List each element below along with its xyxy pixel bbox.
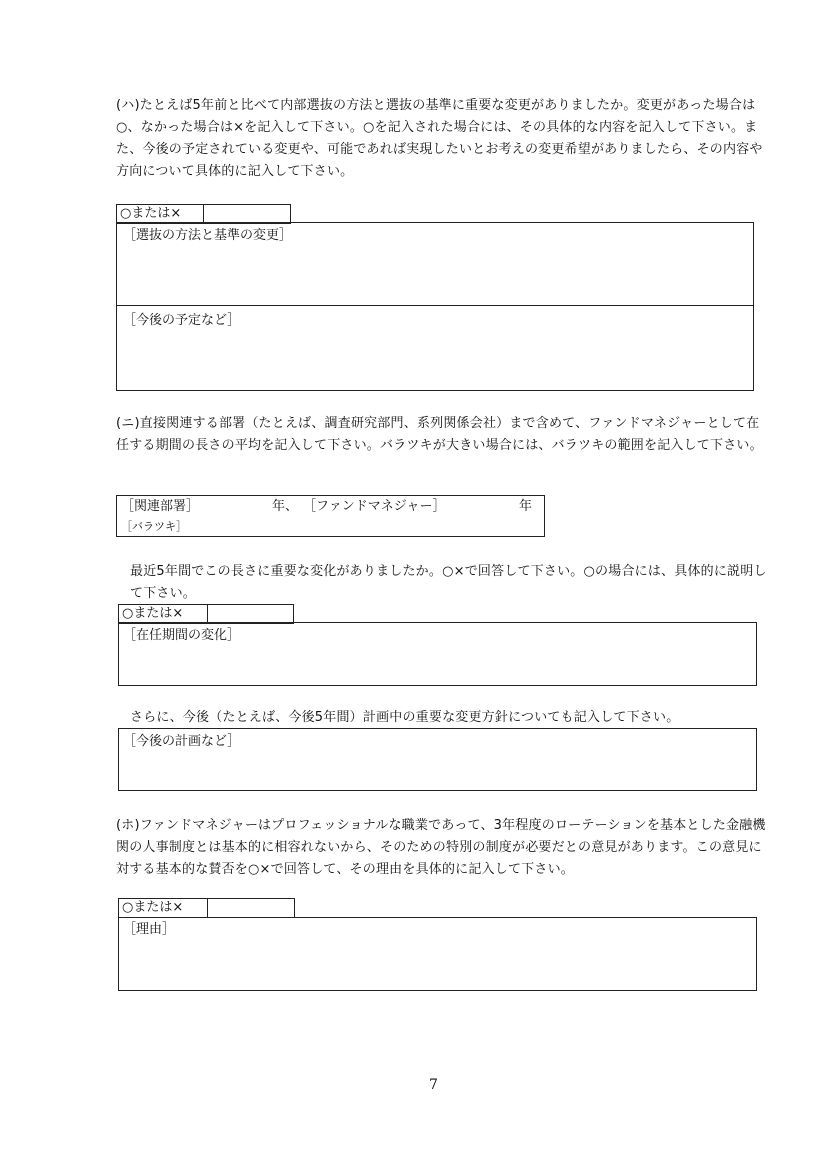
related-dept-label: ［関連部署］ bbox=[121, 499, 200, 514]
mark-label-ha: ○または× bbox=[120, 206, 182, 221]
year-unit-2: 年 bbox=[519, 499, 533, 514]
future-plan-label: ［今後の予定など］ bbox=[123, 313, 241, 328]
variance-label: ［バラツキ］ bbox=[121, 520, 187, 533]
year-unit-1: 年、 bbox=[272, 499, 299, 514]
question-ha-text: (ハ)たとえば5年前と比べて内部選抜の方法と選抜の基準に重要な変更がありましたか。変更があった場合は○、なかった場合は×を記入して下さい。○を記入された場合には、その具体的な内容を記入して下さい。また、今後の予定されている変更や、可能であれば実現したいとお考えの変更希望がありましたら、その内容や方向について具体的に記入して下さい。 bbox=[116, 98, 763, 179]
mark-label-ni: ○または× bbox=[122, 606, 184, 621]
reason-box[interactable] bbox=[118, 917, 757, 991]
plan-label: ［今後の計画など］ bbox=[123, 734, 241, 749]
tenure-change-label: ［在任期間の変化］ bbox=[123, 628, 241, 643]
mark-label-ho: ○または× bbox=[122, 900, 184, 915]
question-ho-text: (ホ)ファンドマネジャーはプロフェッショナルな職業であって、3年程度のローテーションを基本とした金融機関の人事制度とは基本的に相容れないから、そのための特別の制度が必要だとの意見があります。この意見に対する基本的な賛否を○×で回答して、その理由を具体的に記入して下さい。 bbox=[116, 818, 766, 877]
followup-text: 最近5年間でこの長さに重要な変化がありましたか。○×で回答して下さい。○の場合には、具体的に説明して下さい。 bbox=[130, 564, 767, 601]
reason-label: ［理由］ bbox=[123, 922, 176, 937]
plan-text: さらに、今後（たとえば、今後5年間）計画中の重要な変更方針についても記入して下さい。 bbox=[130, 710, 680, 725]
answer-box-ha[interactable] bbox=[116, 222, 754, 391]
page-number: 7 bbox=[429, 1077, 438, 1093]
fund-manager-label: ［ファンドマネジャー］ bbox=[303, 499, 446, 514]
selection-change-label: ［選抜の方法と基準の変更］ bbox=[123, 228, 293, 243]
question-ni-text: (ニ)直接関連する部署（たとえば、調査研究部門、系列関係会社）まで含めて、ファンドマネジャーとして在任する期間の長さの平均を記入して下さい。バラツキが大きい場合には、バラツキの範囲を記入して下さい。 bbox=[116, 416, 763, 453]
